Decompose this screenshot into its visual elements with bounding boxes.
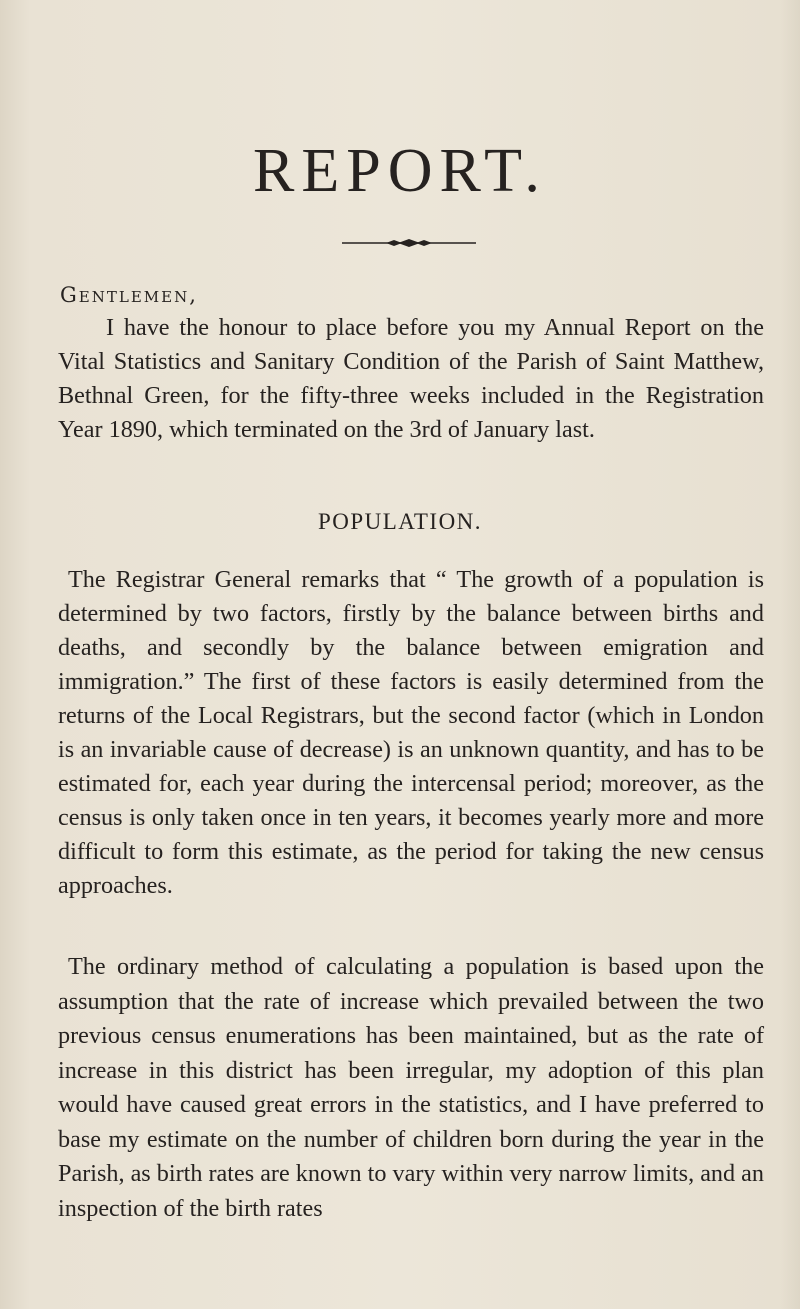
ornamental-rule-divider bbox=[342, 238, 476, 248]
salutation: Gentlemen, bbox=[60, 283, 198, 307]
intro-paragraph: I have the honour to place before you my Annual Report on the Vital Statistics and Sanitary Condition of the Parish of Saint Matthew, Bethnal Green, for the fifty-three weeks included in the Registration Year 1890, which terminated on the 3rd of January last. bbox=[58, 314, 764, 443]
body-paragraph: The ordinary method of calculating a population is based upon the assumption that the rate of increase which prevailed between the two previous census enumerations has been maintained, but as the rate of increase in this district has been irregular, my adoption of this plan would have caused great errors in the statistics, and I have preferred to base my estimate on the number of children born during the year in the Parish, as birth rates are known to vary within very narrow limits, and an inspection of the birth rates bbox=[58, 953, 764, 1222]
body-paragraph: The Registrar General remarks that “ The growth of a population is determined by two factors, firstly by the balance between births and deaths, and secondly by the balance between emigration and immigration.” The first of these factors is easily determined from the returns of the Local Registrars, but the second factor (which in London is an invariable cause of decrease) is an unknown quantity, and has to be estimated for, each year during the intercensal period; moreover, as the census is only taken once in ten years, it becomes yearly more and more difficult to form this estimate, as the period for taking the new census approaches. bbox=[58, 566, 764, 899]
page-title: REPORT. bbox=[253, 137, 547, 205]
section-heading-population: POPULATION. bbox=[317, 509, 483, 534]
